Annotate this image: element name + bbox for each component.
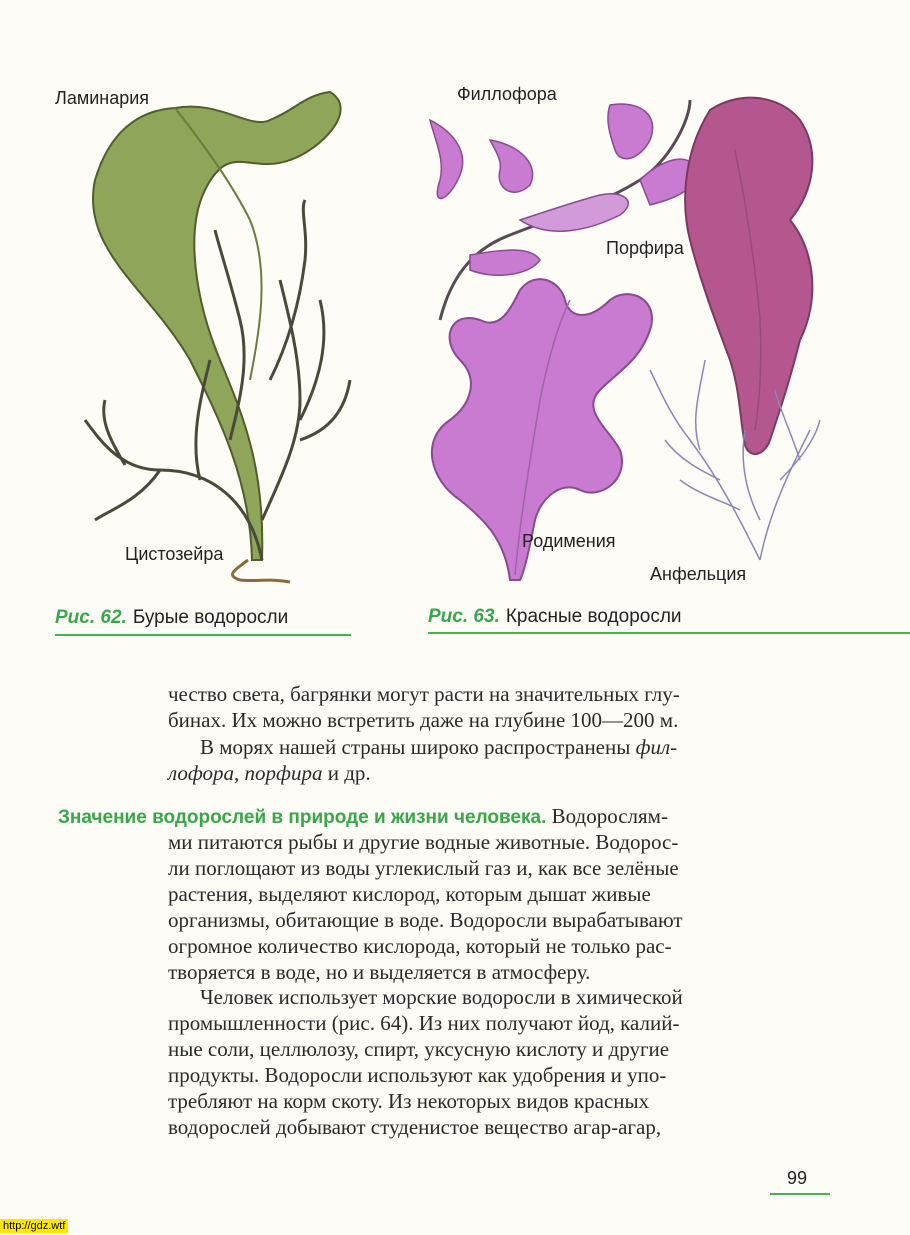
- paragraph-line: [168, 760, 371, 786]
- figure-63-rule: [428, 632, 910, 634]
- text-span: и др.: [322, 761, 371, 785]
- figure-62-number: Рис. 62.: [55, 607, 127, 628]
- laminaria-illustration: [93, 92, 341, 582]
- figure-62-title: Бурые водоросли: [132, 607, 289, 628]
- paragraph-line: ли поглощают из воды углекислый газ и, как все зелёные: [168, 856, 679, 880]
- section-heading: Значение водорослей в природе и жизни человека.: [58, 807, 547, 828]
- paragraph-line: водорослей добывают студенистое вещество агар-агар,: [168, 1115, 662, 1139]
- paragraph-line: растения, выделяют кислород, которым дышат живые: [168, 882, 651, 906]
- paragraph-line: промышленности (рис. 64). Из них получают йод, калий-: [168, 1011, 680, 1035]
- text-span: ,: [234, 761, 245, 785]
- paragraph-line: ми питаются рыбы и другие водные животные. Водорос-: [168, 830, 679, 854]
- italic-term: порфира: [244, 761, 323, 785]
- label-rhodymenia: Родимения: [522, 531, 616, 551]
- italic-term: лофора: [168, 761, 235, 785]
- italic-term: фил-: [635, 735, 678, 759]
- label-cystoseira: Цистозейра: [125, 544, 224, 564]
- paragraph-line: [200, 734, 677, 760]
- paragraph-line: бинах. Их можно встретить даже на глубине 100—200 м.: [168, 708, 679, 732]
- porphyra-illustration: [685, 98, 812, 454]
- phyllophora-illustration: [430, 100, 696, 320]
- ahnfeltia-illustration: [650, 360, 820, 560]
- figure-63-title: Красные водоросли: [505, 606, 682, 627]
- text-span: Водорослям-: [546, 804, 668, 828]
- figure-63-caption: [428, 606, 682, 628]
- watermark-link[interactable]: http://gdz.wtf: [0, 1219, 68, 1233]
- paragraph-line: продукты. Водоросли используют как удобрения и упо-: [168, 1063, 667, 1087]
- figure-62-caption: [55, 607, 288, 629]
- paragraph-line: требляют на корм скоту. Из некоторых видов красных: [168, 1089, 650, 1113]
- paragraph-line: Человек использует морские водоросли в химической: [200, 985, 683, 1009]
- label-ahnfeltia: Анфельция: [650, 564, 747, 584]
- text-span: В морях нашей страны широко распространены: [200, 735, 636, 759]
- label-porphyra: Порфира: [606, 238, 684, 258]
- paragraph-line: организмы, обитающие в воде. Водоросли вырабатывают: [168, 908, 683, 932]
- paragraph-line: чество света, багрянки могут расти на значительных глу-: [168, 682, 680, 706]
- section-heading-line: [58, 803, 668, 831]
- label-laminaria: Ламинария: [55, 88, 150, 108]
- figure-62-rule: [55, 634, 351, 636]
- page-number-rule: [770, 1193, 830, 1195]
- paragraph-line: творяется в воде, но и выделяется в атмосферу.: [168, 960, 591, 984]
- figure-63-number: Рис. 63.: [428, 606, 500, 627]
- page-number: 99: [787, 1168, 808, 1188]
- paragraph-line: огромное количество кислорода, который не только рас-: [168, 934, 672, 958]
- paragraph-line: ные соли, целлюлозу, спирт, уксусную кислоту и другие: [168, 1037, 670, 1061]
- label-phyllophora: Филлофора: [457, 84, 557, 104]
